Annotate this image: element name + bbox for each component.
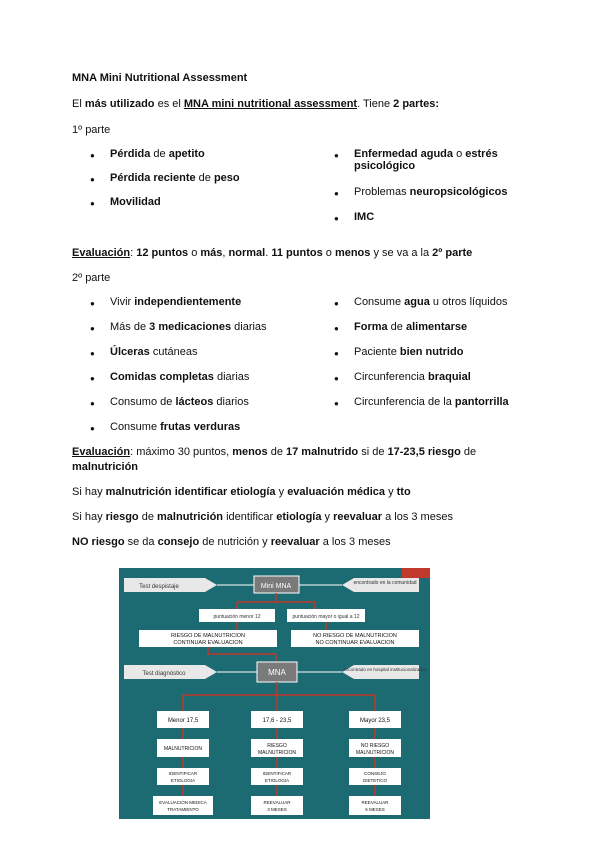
intro-text: El más utilizado es el MNA mini nutritional assessment. Tiene 2 partes: — [72, 98, 440, 110]
evaluation-1: Evaluación: 12 puntos o más, normal. 11 puntos o menos y se va a la 2º parte — [72, 247, 473, 259]
part2-label: 2º parte — [72, 272, 111, 284]
e2-label-2: ETIOLOGIA — [264, 778, 290, 783]
f3-label: REEVALUAR — [361, 800, 389, 805]
list-item: ● Pérdida de apetito — [90, 148, 320, 172]
e1-label-2: ETIOLOGIA — [170, 778, 196, 783]
risk-label-2: CONTINUAR EVALUACION — [173, 640, 243, 646]
list-item: ● Paciente bien nutrido — [334, 346, 564, 371]
no-risk-label-2: NO CONTINUAR EVALUACION — [315, 640, 395, 646]
part1-left-list — [90, 148, 320, 220]
corner-mark — [402, 568, 430, 578]
list-item: ● Consumo de lácteos diarios — [90, 396, 330, 421]
list-item: ● Vivir independientemente — [90, 296, 330, 321]
c3-label: Mayor 23,5 — [359, 718, 391, 724]
score-low-label: puntuación menor 12 — [213, 614, 261, 620]
list-item: ● Comidas completas diarias — [90, 371, 330, 396]
sentence-malnutrition: Si hay malnutrición identificar etiología y evaluación médica y tto — [72, 486, 411, 498]
f1-box — [153, 796, 213, 815]
list-item: ● Más de 3 medicaciones diarias — [90, 321, 330, 346]
d2-label-2: MALNUTRICION — [257, 750, 297, 756]
e1-label: IDENTIFICAR — [168, 771, 198, 776]
no-risk-label: NO RIESGO DE MALNUTRICION — [313, 633, 397, 639]
score-high-label: puntuación mayor o igual a 12 — [292, 614, 360, 620]
f1-label: EVALUACION MEDICA — [159, 800, 207, 805]
list-item: ● Úlceras cutáneas — [90, 346, 330, 371]
mna-label: MNA — [268, 668, 286, 677]
page-title: MNA Mini Nutritional Assessment — [72, 72, 248, 84]
c1-label: Menor 17,5 — [167, 718, 199, 724]
e2-label: IDENTIFICAR — [262, 771, 292, 776]
list-item: ● Consume frutas verduras — [90, 421, 330, 446]
test-diagnostico-label: Test diagnóstico — [142, 671, 186, 677]
list-item: ● Pérdida reciente de peso — [90, 172, 320, 196]
list-item: ● Circunferencia de la pantorrilla — [334, 396, 564, 421]
f2-box — [251, 796, 303, 815]
part2-left-list — [90, 296, 330, 446]
f2-label-2: 3 MESES — [267, 807, 287, 812]
list-item: ● Consume agua u otros líquidos — [334, 296, 564, 321]
e3-label-2: DIETETICO — [362, 778, 388, 783]
d3-label-2: MALNUTRICION — [355, 750, 395, 756]
list-item: ● Movilidad — [90, 196, 320, 220]
list-item: ● Circunferencia braquial — [334, 371, 564, 396]
mini-mna-label: Mini MNA — [260, 583, 292, 590]
list-item: ● IMC — [334, 211, 534, 235]
test-despistaje-label: Test despistaje — [139, 584, 179, 590]
c2-label: 17,6 - 23,5 — [262, 718, 292, 724]
sentence-risk: Si hay riesgo de malnutrición identificar etiología y reevaluar a los 3 meses — [72, 511, 453, 523]
evaluation-2-cont: malnutrición — [72, 461, 139, 473]
list-item: ● Forma de alimentarse — [334, 321, 564, 346]
sentence-no-risk: NO riesgo se da consejo de nutrición y reevaluar a los 3 meses — [72, 536, 391, 548]
list-item: ● Problemas neuropsicológicos — [334, 186, 534, 211]
risk-label: RIESGO DE MALNUTRICION — [171, 633, 245, 639]
part2-right-list — [334, 296, 564, 421]
mna-flow-diagram — [119, 568, 430, 819]
community-label: encontrado en la comunidad — [353, 580, 417, 586]
d1-label: MALNUTRICION — [163, 746, 203, 752]
f3-label-2: 6 MESES — [365, 807, 385, 812]
part1-label: 1º parte — [72, 124, 111, 136]
f1-label-2: TRATAMIENTO — [167, 807, 199, 812]
f3-box — [349, 796, 401, 815]
part1-right-list — [334, 148, 534, 235]
d2-label: RIESGO — [267, 743, 287, 749]
hospital-label: encontrado en hospital institucionalizados — [343, 667, 427, 672]
list-item: ● Enfermedad aguda o estrés psicológico — [334, 148, 534, 186]
e3-label: CONSEJO — [364, 771, 386, 776]
evaluation-2: Evaluación: máximo 30 puntos, menos de 17 malnutrido si de 17-23,5 riesgo de — [72, 446, 477, 458]
d3-label: NO RIESGO — [360, 743, 390, 749]
f2-label: REEVALUAR — [263, 800, 291, 805]
